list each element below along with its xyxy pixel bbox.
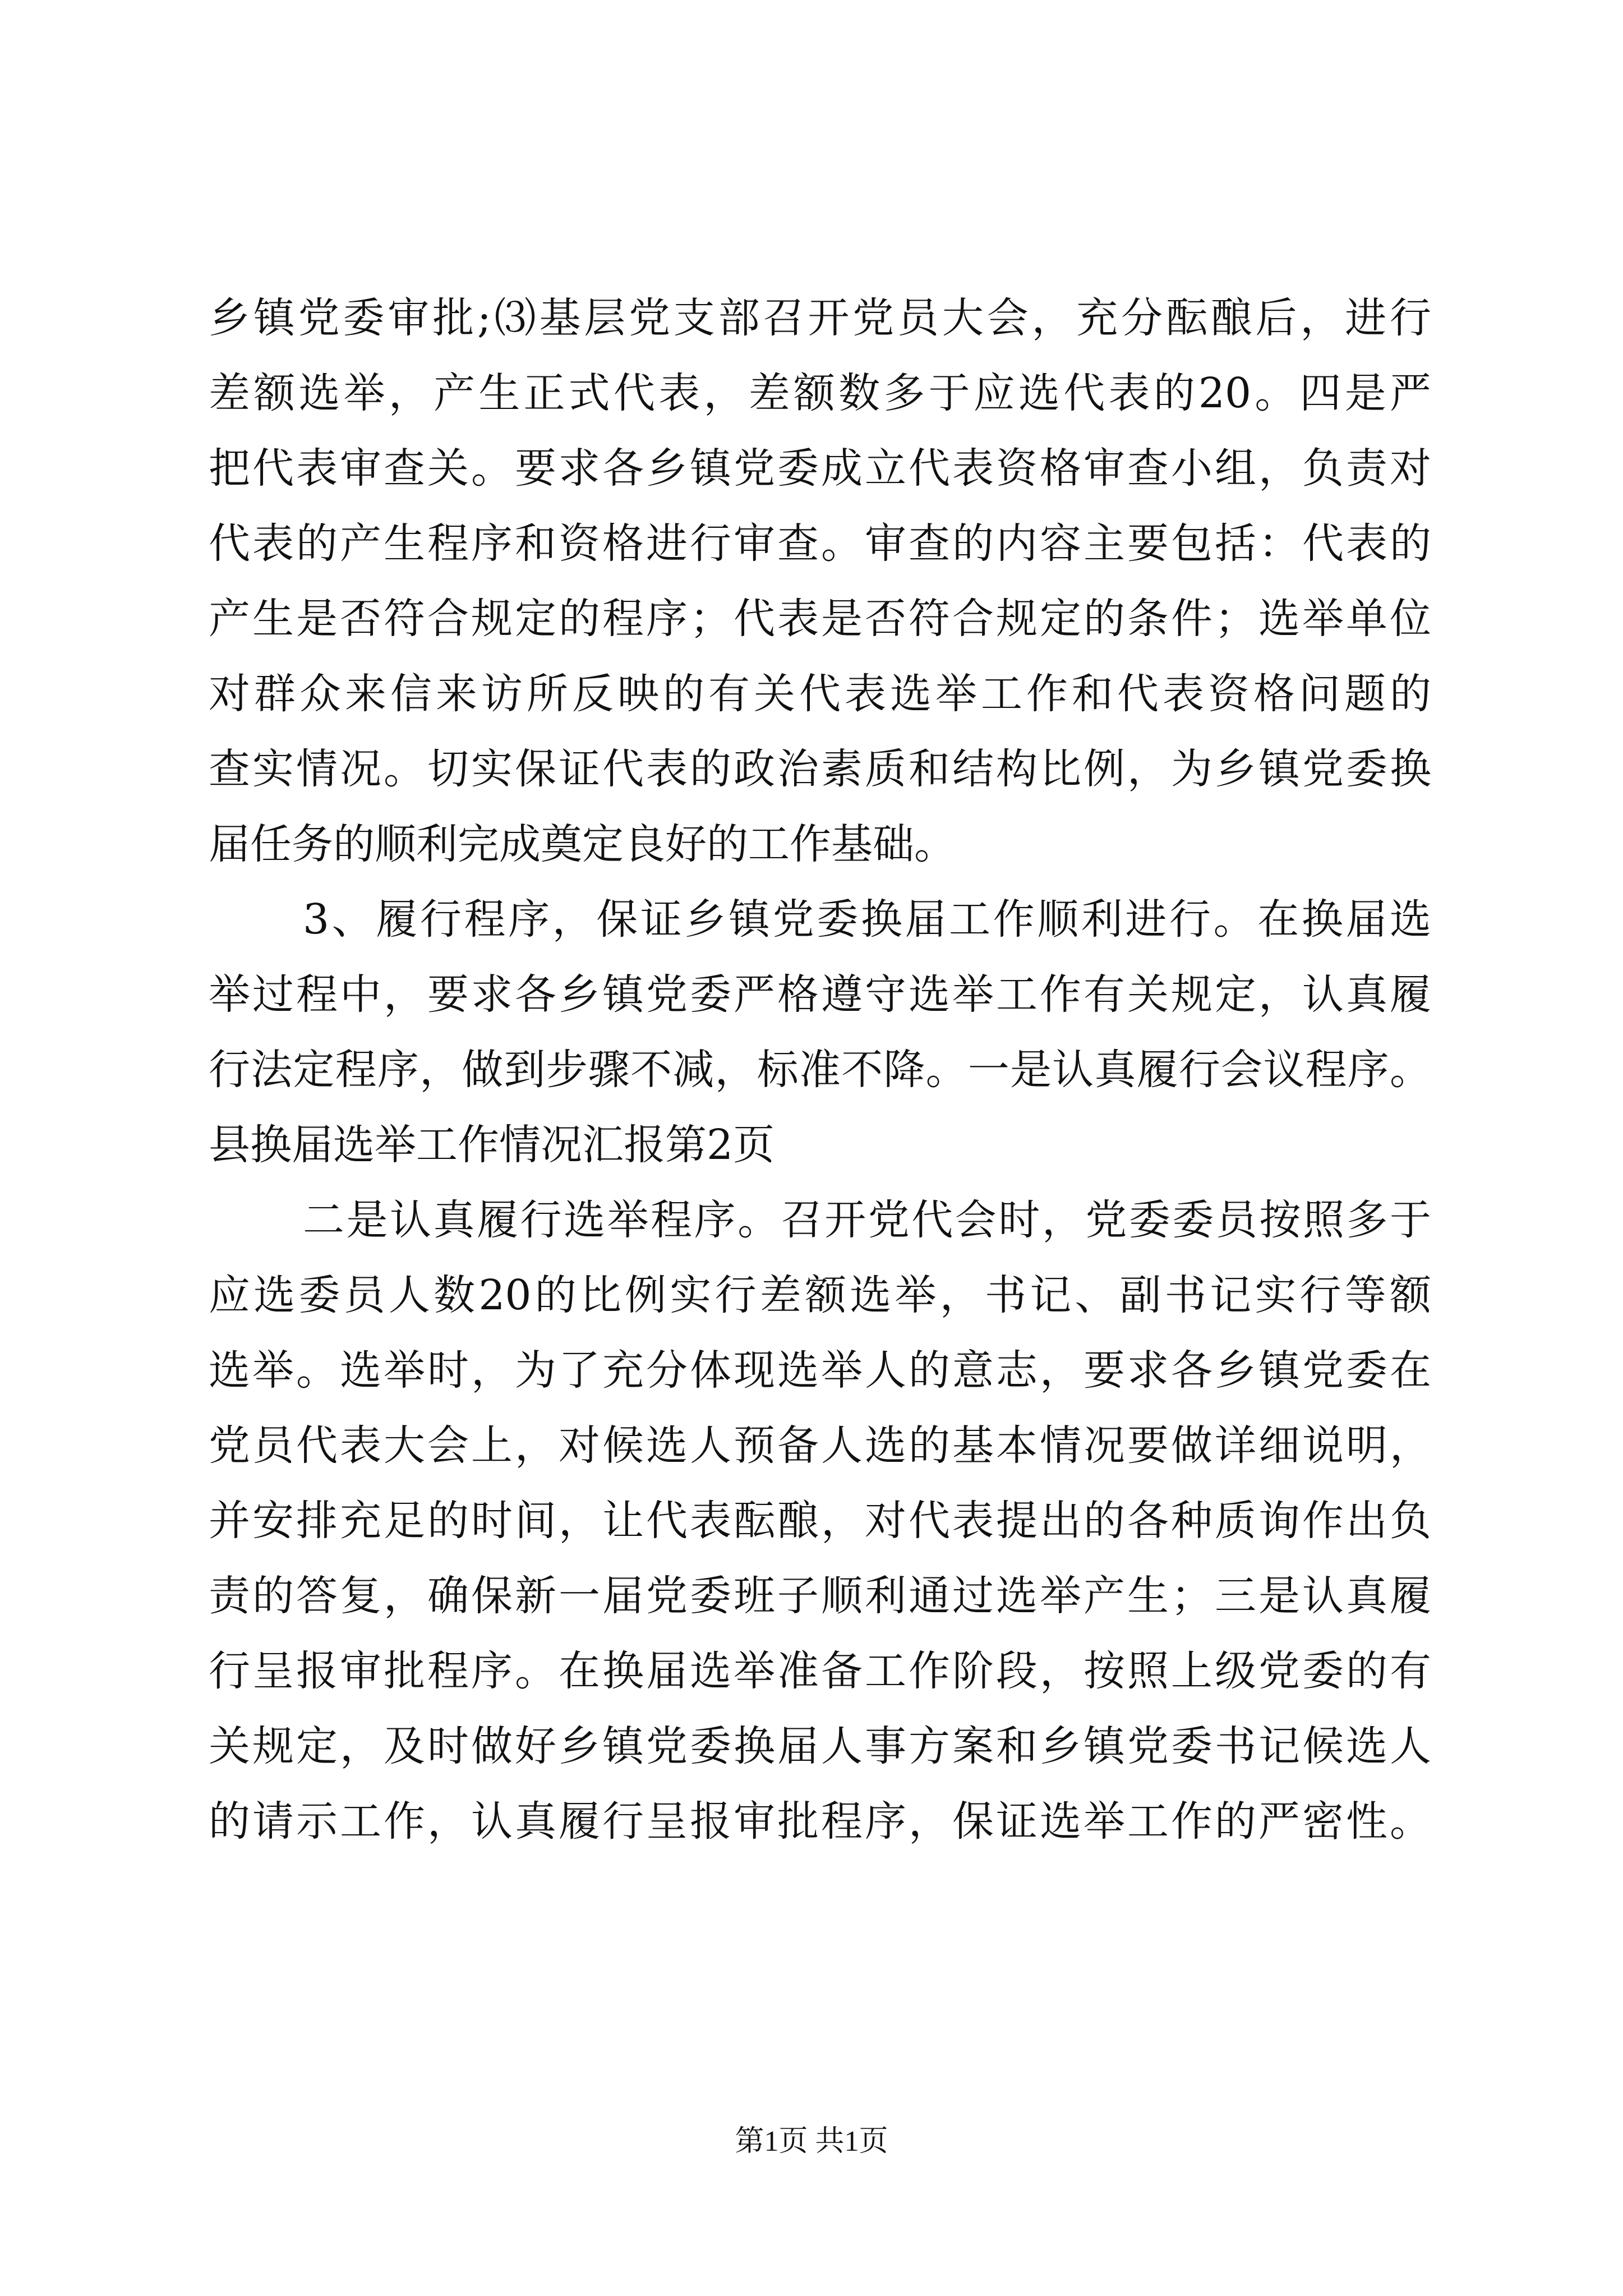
text-line: 应选委员人数20的比例实行差额选举，书记、副书记实行等额	[209, 1271, 1431, 1319]
text-line: 差额选举，产生正式代表，差额数多于应选代表的20。四是严	[209, 369, 1431, 417]
text-line: 责的答复，确保新一届党委班子顺利通过选举产生；三是认真履	[209, 1572, 1431, 1620]
text-line: 产生是否符合规定的程序；代表是否符合规定的条件；选举单位	[209, 595, 1431, 643]
text-line: 选举。选举时，为了充分体现选举人的意志，要求各乡镇党委在	[209, 1346, 1431, 1395]
text-line: 的请示工作，认真履行呈报审批程序，保证选举工作的严密性。	[209, 1797, 1431, 1846]
text-line: 对群众来信来访所反映的有关代表选举工作和代表资格问题的	[209, 670, 1431, 718]
text-line: 届任务的顺利完成奠定良好的工作基础。	[209, 820, 956, 868]
text-line: 行法定程序，做到步骤不减，标准不降。一是认真履行会议程序。	[209, 1046, 1431, 1094]
text-line: 县换届选举工作情况汇报第2页	[209, 1121, 775, 1169]
text-line: 举过程中，要求各乡镇党委严格遵守选举工作有关规定，认真履	[209, 970, 1431, 1019]
text-line: 代表的产生程序和资格进行审查。审查的内容主要包括：代表的	[209, 519, 1431, 568]
text-line: 党员代表大会上，对候选人预备人选的基本情况要做详细说明，	[209, 1421, 1431, 1470]
text-line: 3、履行程序，保证乡镇党委换届工作顺利进行。在换届选	[303, 895, 1431, 944]
text-line: 乡镇党委审批;⑶基层党支部召开党员大会，充分酝酿后，进行	[209, 294, 1431, 342]
text-line: 行呈报审批程序。在换届选举准备工作阶段，按照上级党委的有	[209, 1647, 1431, 1695]
text-line: 查实情况。切实保证代表的政治素质和结构比例，为乡镇党委换	[209, 745, 1431, 793]
text-line: 把代表审查关。要求各乡镇党委成立代表资格审查小组，负责对	[209, 444, 1431, 493]
text-line: 二是认真履行选举程序。召开党代会时，党委委员按照多于	[303, 1196, 1431, 1244]
text-line: 关规定，及时做好乡镇党委换届人事方案和乡镇党委书记候选人	[209, 1722, 1431, 1770]
text-line: 并安排充足的时间，让代表酝酿，对代表提出的各种质询作出负	[209, 1497, 1431, 1545]
page-footer: 第1页 共1页	[735, 2125, 888, 2157]
